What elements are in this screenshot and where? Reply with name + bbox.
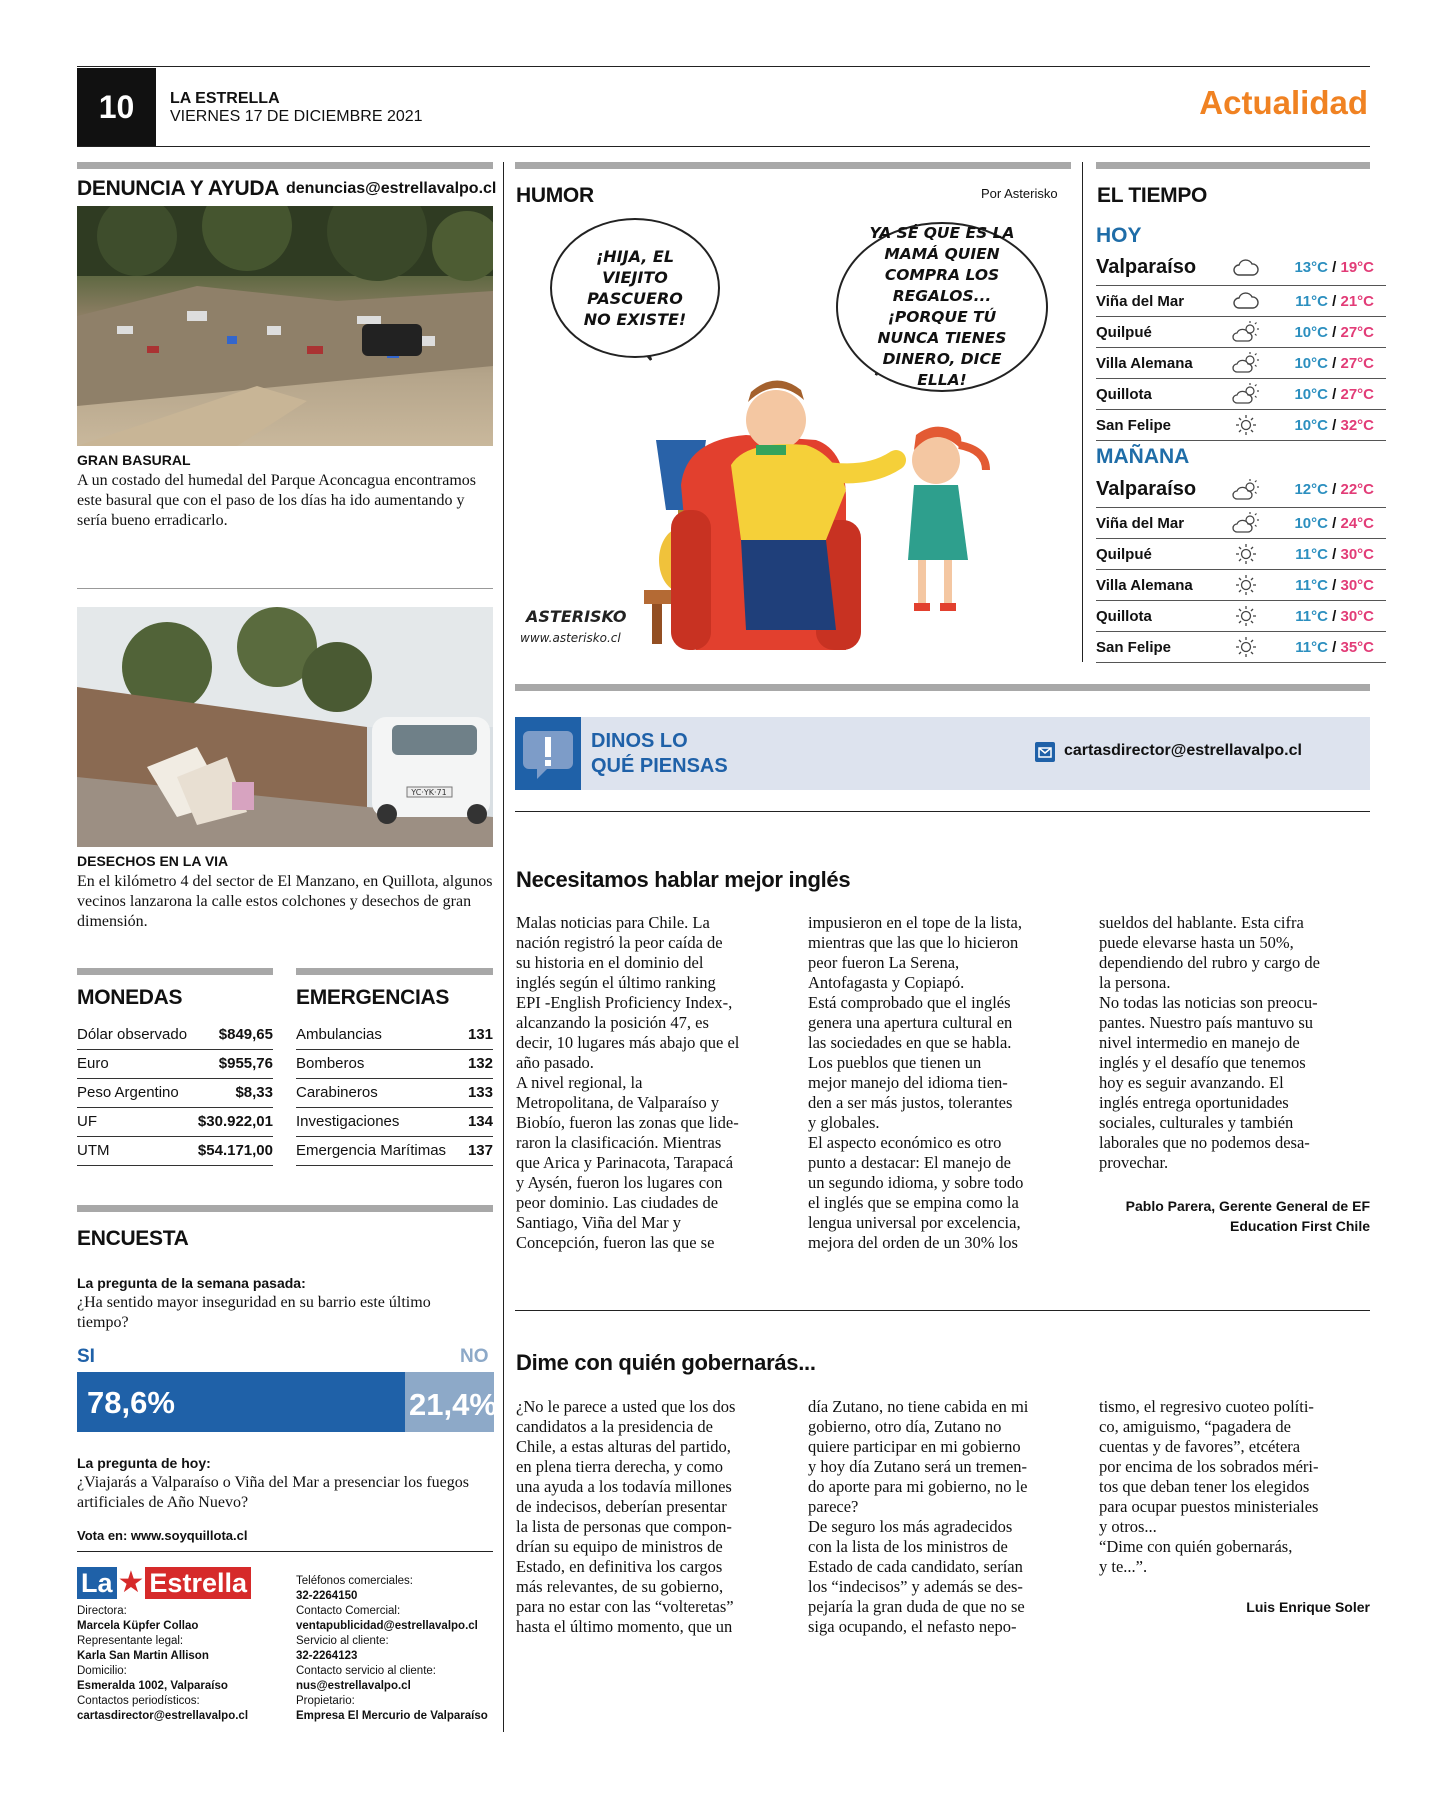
- sun-icon: [1231, 603, 1261, 629]
- article-1-signature: [1126, 1196, 1370, 1236]
- sun-icon: [1231, 572, 1261, 598]
- cartoon-site: www.asterisko.cl: [520, 631, 621, 645]
- cloud-icon: [1231, 255, 1261, 281]
- temp-high: 35°C: [1340, 638, 1374, 656]
- garbage-dump-photo: [77, 206, 493, 446]
- city-name: Quilpué: [1096, 545, 1152, 563]
- cartoon-signature: ASTERISKO: [526, 607, 627, 626]
- monedas-title: MONEDAS: [77, 986, 183, 1009]
- si-result-bar: 78,6%: [77, 1372, 405, 1432]
- temperature: 10°C / 27°C: [1294, 323, 1374, 341]
- table-row: [296, 1049, 493, 1078]
- publication-date: VIERNES 17 DE DICIEMBRE 2021: [170, 108, 423, 125]
- currency-label: Peso Argentino: [77, 1078, 194, 1107]
- table-row: [77, 1049, 273, 1078]
- article-1-title: Necesitamos hablar mejor inglés: [516, 867, 851, 892]
- sun-icon: [1231, 634, 1261, 660]
- signature-line-1: Pablo Parera, Gerente General de EF: [1125, 1198, 1370, 1214]
- table-row: [77, 1136, 273, 1165]
- temp-low: 10°C: [1294, 385, 1328, 403]
- footer-label: Teléfonos comerciales:: [296, 1575, 413, 1587]
- footer-value: Karla San Martin Allison: [77, 1650, 209, 1662]
- temperature: 13°C / 19°C: [1294, 259, 1374, 276]
- weather-row-tomorrow: [1096, 632, 1386, 663]
- table-row: [296, 1020, 493, 1049]
- temperature: 11°C / 30°C: [1295, 607, 1374, 625]
- denuncia-title: DENUNCIA Y AYUDA: [77, 177, 280, 200]
- cartoon: [516, 210, 1071, 660]
- weather-row-tomorrow: [1096, 539, 1386, 570]
- exclamation-icon: [515, 717, 581, 790]
- caption-text-1: A un costado del humedal del Parque Aconcagua encontramos este basural que con el paso de los días ha ido aumentando y sería bueno erradicarlo.: [77, 472, 476, 529]
- street-mattress-photo: [77, 607, 493, 847]
- partly-cloudy-icon: [1231, 381, 1261, 407]
- currency-label: UF: [77, 1107, 194, 1136]
- today-heading: HOY: [1096, 224, 1142, 247]
- city-name: Villa Alemana: [1096, 576, 1193, 594]
- temp-low: 11°C: [1295, 292, 1328, 310]
- tomorrow-heading: MAÑANA: [1096, 445, 1190, 468]
- no-label: NO: [460, 1346, 489, 1367]
- table-row: [77, 1078, 273, 1107]
- footer-value: Marcela Küpfer Collao: [77, 1620, 199, 1632]
- article-1-col-3: sueldos del hablante. Esta cifra puede elevarse hasta un 50%, dependiendo del rubro y cargo de la persona. No todas las noticias son preocu- pantes. Nuestro país mantuvo su nivel intermedio en manejo de inglés y el desafío que tenemos hoy es seguir avanzando. El inglés entrega oportunidades sociales, culturales y también laborales que no podemos desa- provechar.: [1099, 913, 1320, 1172]
- mail-icon: [1035, 742, 1055, 762]
- last-question-label: La pregunta de la semana pasada:: [77, 1275, 306, 1291]
- temp-low: 11°C: [1295, 545, 1328, 563]
- temperature: 10°C / 32°C: [1294, 416, 1374, 434]
- article-2-col-2: día Zutano, no tiene cabida en mi gobierno, otro día, Zutano no quiere participar en mi gobierno y hoy día Zutano será un tremen- do aporte para mi gobierno, no le parece? De seguro los más agradecidos con la lista de los ministros de Estado de cada candidato, serían los “indecisos” y además se des- pejaría la gran duda de que no se siga ocupando, el nefasto nepo-: [808, 1397, 1029, 1636]
- article-2-signature: Luis Enrique Soler: [1246, 1599, 1370, 1615]
- temp-high: 30°C: [1340, 576, 1374, 594]
- temp-high: 22°C: [1340, 481, 1374, 498]
- table-row: [296, 1136, 493, 1165]
- table-row: [77, 1020, 273, 1049]
- currency-label: UTM: [77, 1136, 194, 1165]
- si-label: SI: [77, 1346, 95, 1367]
- letters-email-link[interactable]: cartasdirector@estrellavalpo.cl: [1064, 742, 1302, 759]
- weather-row-today: [1096, 410, 1386, 441]
- city-name: Quillota: [1096, 385, 1152, 403]
- table-row: [77, 1107, 273, 1136]
- humor-author: Por Asterisko: [981, 186, 1058, 201]
- publication-name: LA ESTRELLA: [170, 90, 280, 107]
- partly-cloudy-icon: [1231, 350, 1261, 376]
- page-number: 10: [77, 68, 156, 146]
- temp-low: 10°C: [1294, 514, 1328, 532]
- car-plate: YC·YK·71: [411, 788, 447, 797]
- phone-number[interactable]: 137: [465, 1136, 493, 1165]
- table-row: [296, 1107, 493, 1136]
- today-question-text: ¿Viajarás a Valparaíso o Viña del Mar a presenciar los fuegos artificiales de Año Nuevo?: [77, 1474, 470, 1511]
- temp-high: 27°C: [1340, 354, 1374, 372]
- temp-high: 30°C: [1340, 545, 1374, 563]
- temperature: 12°C / 22°C: [1294, 481, 1374, 498]
- temperature: 10°C / 27°C: [1294, 385, 1374, 403]
- caption-title-2: DESECHOS EN LA VIA: [77, 853, 229, 869]
- temp-low: 12°C: [1294, 481, 1328, 498]
- currency-label: Euro: [77, 1049, 194, 1078]
- temp-high: 21°C: [1340, 292, 1374, 310]
- temp-high: 27°C: [1340, 323, 1374, 341]
- phone-number[interactable]: 133: [465, 1078, 493, 1107]
- sun-icon: [1231, 541, 1261, 567]
- temp-low: 10°C: [1294, 323, 1328, 341]
- footer-label: Contacto Comercial:: [296, 1605, 401, 1617]
- temp-high: 19°C: [1340, 259, 1374, 276]
- table-row: [296, 1078, 493, 1107]
- currency-value: $30.922,01: [194, 1107, 273, 1136]
- article-1-col-1: Malas noticias para Chile. La nación registró la peor caída de su historia en el dominio del inglés según el último ranking EPI -English Proficiency Index-, alcanzando la posición 47, es decir, 10 lugares más abajo que el año pasado. A nivel regional, la Metropolitana, de Valparaíso y Biobío, fueron las zonas que lide- raron la clasificación. Mientras que Arica y Parinacota, Tarapacá y Aysén, fueron los lugares con peor dominio. Las ciudades de Santiago, Viña del Mar y Concepción, fueron las que se: [516, 913, 740, 1252]
- temperature: 11°C / 35°C: [1295, 638, 1374, 656]
- footer-value: Empresa El Mercurio de Valparaíso: [296, 1710, 488, 1722]
- temp-high: 24°C: [1340, 514, 1374, 532]
- temperature: 11°C / 30°C: [1295, 576, 1374, 594]
- footer-label: Domicilio:: [77, 1665, 127, 1677]
- dinos-line-2: QUÉ PIENSAS: [591, 755, 728, 777]
- today-question-label: La pregunta de hoy:: [77, 1455, 211, 1471]
- partly-cloudy-icon: [1231, 510, 1261, 536]
- la-estrella-logo: [77, 1566, 274, 1600]
- footer-label: Contactos periodísticos:: [77, 1695, 200, 1707]
- weather-row-tomorrow: [1096, 601, 1386, 632]
- footer-email[interactable]: cartasdirector@estrellavalpo.cl: [77, 1710, 249, 1722]
- sun-icon: [1231, 412, 1261, 438]
- temperature: 10°C / 27°C: [1294, 354, 1374, 372]
- phone-number[interactable]: 134: [465, 1107, 493, 1136]
- city-name: Valparaíso: [1096, 478, 1197, 500]
- city-name: Viña del Mar: [1096, 514, 1185, 532]
- logo-la: La: [77, 1567, 117, 1599]
- city-name: San Felipe: [1096, 416, 1172, 434]
- footer-label: Servicio al cliente:: [296, 1635, 389, 1647]
- temperature: 11°C / 30°C: [1295, 545, 1374, 563]
- currency-value: $54.171,00: [194, 1136, 273, 1165]
- encuesta-title: ENCUESTA: [77, 1227, 189, 1250]
- footer-email[interactable]: nus@estrellavalpo.cl: [296, 1680, 411, 1692]
- service-label: Ambulancias: [296, 1020, 465, 1049]
- speech-bubble-dad: ¡HIJA, EL VIEJITO PASCUERO NO EXISTE!: [550, 218, 720, 358]
- star-icon: ★: [117, 1566, 145, 1599]
- temp-low: 11°C: [1295, 638, 1328, 656]
- footer-label: Representante legal:: [77, 1635, 184, 1647]
- weather-row-today: [1096, 250, 1386, 286]
- weather-row-today: [1096, 348, 1386, 379]
- footer-label: Propietario:: [296, 1695, 355, 1707]
- city-name: Quilpué: [1096, 323, 1152, 341]
- currency-value: $955,76: [194, 1049, 273, 1078]
- signature-line-2: Education First Chile: [1229, 1218, 1370, 1234]
- phone-number[interactable]: 132: [465, 1049, 493, 1078]
- cloud-icon: [1231, 288, 1261, 314]
- temp-low: 11°C: [1295, 576, 1328, 594]
- caption-title-1: GRAN BASURAL: [77, 452, 191, 468]
- service-label: Emergencia Marítimas: [296, 1136, 465, 1165]
- temp-high: 32°C: [1340, 416, 1374, 434]
- temp-low: 10°C: [1294, 354, 1328, 372]
- currency-value: $8,33: [194, 1078, 273, 1107]
- vote-link[interactable]: Vota en: www.soyquillota.cl: [77, 1528, 248, 1543]
- footer-label: Directora:: [77, 1605, 127, 1617]
- weather-row-tomorrow: [1096, 472, 1386, 508]
- weather-row-today: [1096, 379, 1386, 410]
- city-name: Valparaíso: [1096, 256, 1197, 278]
- no-result-bar: 21,4%: [405, 1372, 494, 1432]
- emergencias-table: [296, 1020, 493, 1166]
- speech-bubble-girl: YA SÉ QUE ES LA MAMÁ QUIEN COMPRA LOS REGALOS... ¡PORQUE TÚ NUNCA TIENES DINERO, DICE ELLA!: [836, 222, 1048, 392]
- caption-text-2: En el kilómetro 4 del sector de El Manzano, en Quillota, algunos vecinos lanzarona la calle estos colchones y desechos de gran dimensión.: [77, 873, 493, 930]
- dinos-banner: [515, 717, 1370, 790]
- article-2-col-1: ¿No le parece a usted que los dos candidatos a la presidencia de Chile, a estas alturas del partido, en plena tierra derecha, y como una ayuda a los todavía millones de indecisos, deberían presentar la lista de personas que compon- drían su equipo de ministros de Estado, en definitiva los cargos más relevantes, de su gobierno, para no estar con las “volteretas” hasta el último momento, que un: [516, 1397, 736, 1636]
- phone-number[interactable]: 131: [465, 1020, 493, 1049]
- service-label: Bomberos: [296, 1049, 465, 1078]
- footer-email[interactable]: ventapublicidad@estrellavalpo.cl: [296, 1620, 478, 1632]
- humor-title: HUMOR: [516, 184, 594, 207]
- tiempo-title: EL TIEMPO: [1097, 184, 1208, 207]
- currency-value: $849,65: [194, 1020, 273, 1049]
- dinos-line-1: DINOS LO: [591, 730, 688, 752]
- temperature: 10°C / 24°C: [1294, 514, 1374, 532]
- monedas-table: [77, 1020, 273, 1166]
- weather-row-tomorrow: [1096, 508, 1386, 539]
- city-name: Viña del Mar: [1096, 292, 1185, 310]
- temp-low: 11°C: [1295, 607, 1328, 625]
- temp-high: 27°C: [1340, 385, 1374, 403]
- partly-cloudy-icon: [1231, 477, 1261, 503]
- emergencias-title: EMERGENCIAS: [296, 986, 450, 1009]
- city-name: San Felipe: [1096, 638, 1172, 656]
- weather-row-today: [1096, 317, 1386, 348]
- footer-value: 32-2264123: [296, 1650, 358, 1662]
- logo-estrella: Estrella: [145, 1567, 251, 1599]
- denuncia-email-link[interactable]: denuncias@estrellavalpo.cl: [286, 180, 497, 197]
- temperature: 11°C / 21°C: [1295, 292, 1374, 310]
- partly-cloudy-icon: [1231, 319, 1261, 345]
- footer-value: 32-2264150: [296, 1590, 358, 1602]
- currency-label: Dólar observado: [77, 1020, 194, 1049]
- section-title: Actualidad: [1199, 84, 1368, 121]
- article-1-col-2: impusieron en el tope de la lista, mientras que las que lo hicieron peor fueron La Serena, Antofagasta y Copiapó. Está comprobado que el inglés genera una apertura cultural en las sociedades en que se habla. Los pueblos que tienen un mejor manejo del idioma tien- den a ser más justos, tolerantes y globales. El aspecto económico es otro punto a destacar: El manejo de un segundo idioma, y sobre todo el inglés que se empina como la lengua universal por excelencia, mejora del orden de un 30% los: [808, 913, 1024, 1252]
- footer-value: Esmeralda 1002, Valparaíso: [77, 1680, 228, 1692]
- last-question-text: ¿Ha sentido mayor inseguridad en su barrio este último tiempo?: [77, 1294, 431, 1331]
- temp-low: 13°C: [1294, 259, 1328, 276]
- city-name: Quillota: [1096, 607, 1152, 625]
- temp-low: 10°C: [1294, 416, 1328, 434]
- article-2-col-3: tismo, el regresivo cuoteo políti- co, amiguismo, “pagadera de cuentas y de favores”, etcétera por encima de los sobrados méri- tos que deban tener los elegidos para ocupar puestos ministeriales y otros... “Dime con quién gobernarás, y te...”.: [1099, 1397, 1319, 1576]
- service-label: Investigaciones: [296, 1107, 465, 1136]
- footer-label: Contacto servicio al cliente:: [296, 1665, 436, 1677]
- temp-high: 30°C: [1340, 607, 1374, 625]
- article-2-title: Dime con quién gobernarás...: [516, 1350, 816, 1375]
- service-label: Carabineros: [296, 1078, 465, 1107]
- city-name: Villa Alemana: [1096, 354, 1193, 372]
- weather-row-today: [1096, 286, 1386, 317]
- weather-row-tomorrow: [1096, 570, 1386, 601]
